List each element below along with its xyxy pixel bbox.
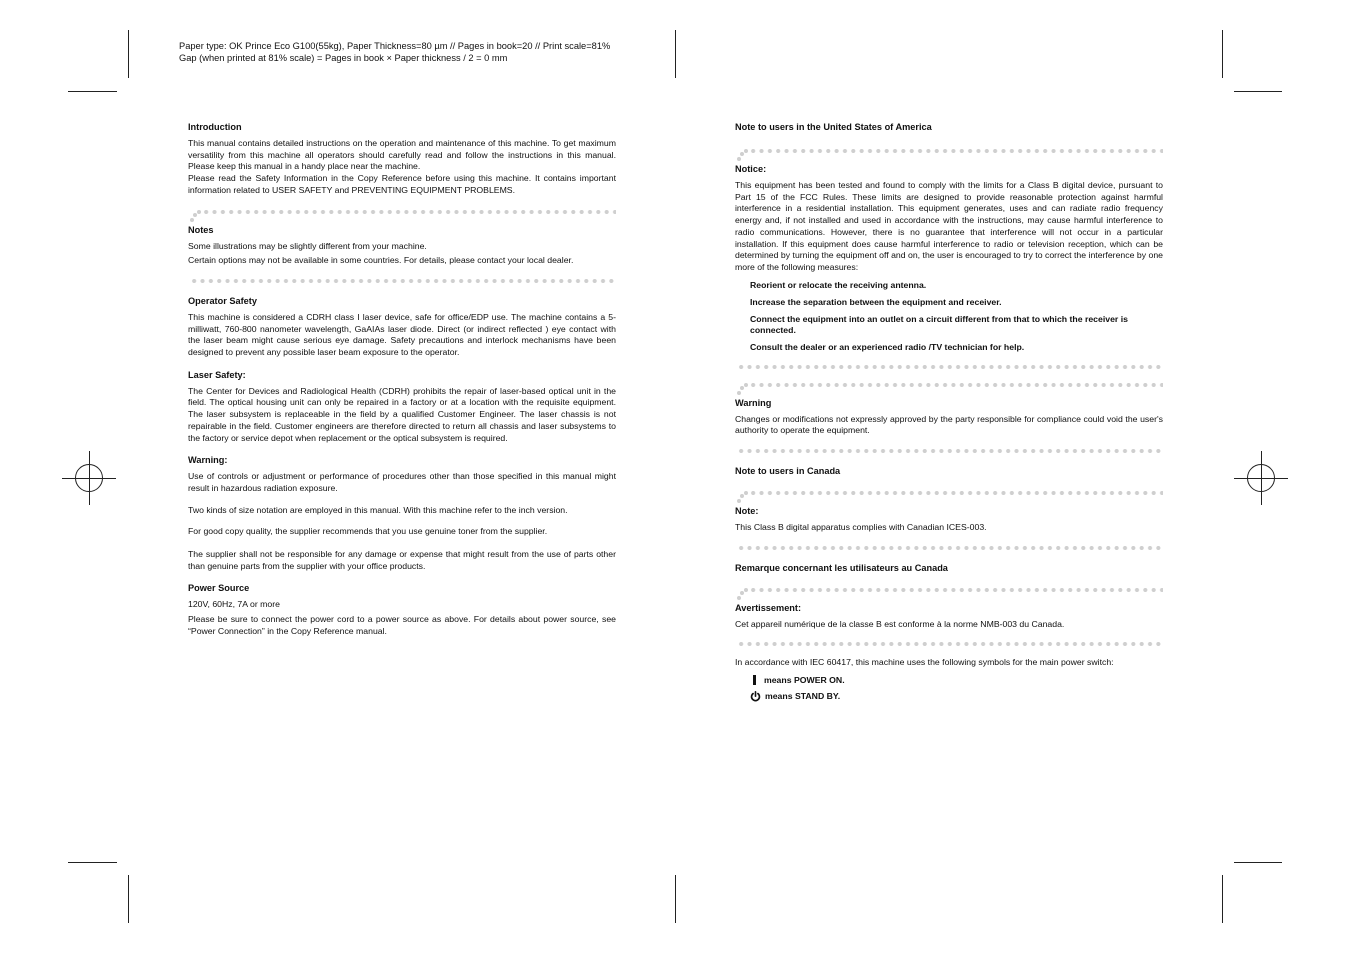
notes-paragraph-1: Some illustrations may be slightly different from your machine.: [188, 240, 427, 251]
notes-paragraph-2: Certain options may not be available in some countries. For details, please contact your local dealer.: [188, 255, 574, 266]
standby-label: means STAND BY.: [765, 691, 841, 702]
dotted-separator-curl: [735, 148, 1163, 164]
measure-item: Reorient or relocate the receiving antenna.: [750, 279, 927, 290]
introduction-heading: Introduction: [188, 122, 242, 132]
standby-icon: [750, 691, 761, 702]
warning-heading: Warning:: [188, 455, 228, 466]
left-page: [188, 120, 616, 638]
canada-note-heading: Note:: [735, 506, 759, 517]
dotted-separator: [737, 641, 1163, 647]
canada-heading: Note to users in Canada: [735, 466, 841, 477]
power-source-paragraph: Please be sure to connect the power cord to a power source as above. For details about power source, see “Power Connection” in the Copy Reference manual.: [188, 614, 616, 636]
measure-item: Consult the dealer or an experienced radio /TV technician for help.: [750, 341, 1025, 352]
power-on-row: [750, 674, 1163, 686]
fcc-notice-paragraph: This equipment has been tested and found to comply with the limits for a Class B digital device, pursuant to Part 15 of the FCC Rules. These limits are designed to provide reasonable protection against harmful interference in a residential installation. This equipment generates, uses and can radiate radio frequency energy and, if not installed and used in accordance with the instructions, may cause harmful interference to radio communications. However, there is no guarantee that interference will not occur in a particular installation. If this equipment does cause harmful interference to radio or television reception, which can be determined by turning the equipment off and on, the user is encouraged to try to correct the interference by one more of the following measures:: [735, 180, 1163, 272]
power-on-icon: [753, 675, 756, 685]
measure-item: Connect the equipment into an outlet on a circuit different from that to which the receiver is connected.: [750, 313, 1128, 335]
operator-safety-paragraph: This machine is considered a CDRH class I laser device, safe for office/EDP use. The machine contains a 5-milliwatt, 760-800 nanometer wavelength, GaAIAs laser diode. Direct (or indirect reflected ) eye contact with the laser beam might cause serious eye damage. Safety precautions and interlock mechanisms have been designed to prevent any possible laser beam exposure to the operator.: [188, 311, 616, 358]
dotted-separator: [737, 364, 1163, 370]
supplier-liability-paragraph: The supplier shall not be responsible for any damage or expense that might result from the use of parts other than genuine parts from the supplier with your office products.: [188, 549, 616, 571]
canada-fr-heading: Remarque concernant les utilisateurs au Canada: [735, 562, 948, 573]
right-page: [735, 120, 1163, 705]
dotted-separator-curl: [188, 209, 616, 225]
registration-target-right-icon: [1247, 464, 1275, 492]
registration-target-left-icon: [75, 464, 103, 492]
laser-safety-heading: Laser Safety:: [188, 369, 246, 380]
canada-fr-note-heading: Avertissement:: [735, 602, 802, 613]
laser-safety-paragraph: The Center for Devices and Radiological Health (CDRH) prohibits the repair of laser-based optical unit in the field. The optical housing unit can only be repaired in a factory or at a location with the requisite equipment. The laser subsystem is replaceable in the field by a qualified Customer Engineer. The laser chassis is not repairable in the field. Customer engineers are therefore directed to return all chassis and laser subsystems to the factory or service depot when replacement or the optical subsystem is required.: [188, 385, 616, 443]
introduction-paragraph-2: Please read the Safety Information in the Copy Reference before using this machine. It contains important information related to USER SAFETY and PREVENTING EQUIPMENT PROBLEMS.: [188, 173, 616, 195]
standby-row: [750, 690, 1163, 702]
measure-item: Increase the separation between the equipment and receiver.: [750, 296, 1002, 307]
operator-safety-heading: Operator Safety: [188, 295, 257, 306]
dotted-separator-curl: [735, 490, 1163, 506]
print-spec-line-1: Paper type: OK Prince Eco G100(55kg), Paper Thickness=80 µm // Pages in book=20 // Print scale=81%: [179, 41, 611, 51]
power-switch-intro: In accordance with IEC 60417, this machine uses the following symbols for the main power switch:: [735, 657, 1114, 668]
notice-heading: Notice:: [735, 164, 767, 174]
canada-note-paragraph: This Class B digital apparatus complies with Canadian ICES-003.: [735, 522, 987, 533]
power-source-heading: Power Source: [188, 583, 250, 594]
power-on-label: means POWER ON.: [764, 675, 845, 686]
dotted-separator-curl: [735, 382, 1163, 398]
dotted-separator: [737, 448, 1163, 454]
fcc-warning-paragraph: Changes or modifications not expressly approved by the party responsible for compliance could void the user's authority to operate the equipment.: [735, 413, 1163, 436]
notes-heading: Notes: [188, 224, 214, 235]
dotted-separator: [737, 545, 1163, 551]
canada-fr-note-paragraph: Cet appareil numérique de la classe B est conforme à la norme NMB-003 du Canada.: [735, 618, 1065, 629]
fcc-warning-heading: Warning: [735, 397, 772, 408]
power-source-spec: 120V, 60Hz, 7A or more: [188, 599, 280, 610]
toner-paragraph: For good copy quality, the supplier recommends that you use genuine toner from the supplier.: [188, 526, 548, 537]
introduction-paragraph-1: This manual contains detailed instructions on the operation and maintenance of this machine. To get maximum versatility from this machine all operators should carefully read and follow the instructions in this manual. Please keep this manual in a handy place near the machine.: [188, 138, 616, 172]
dotted-separator: [190, 278, 616, 284]
size-notation-paragraph: Two kinds of size notation are employed in this manual. With this machine refer to the inch version.: [188, 504, 568, 515]
warning-paragraph-1: Use of controls or adjustment or performance of procedures other than those specified in this manual might result in hazardous radiation exposure.: [188, 471, 616, 493]
print-spec-line-2: Gap (when printed at 81% scale) = Pages in book × Paper thickness / 2 = 0 mm: [179, 53, 508, 63]
dotted-separator-curl: [735, 587, 1163, 603]
usa-heading: Note to users in the United States of America: [735, 122, 932, 132]
